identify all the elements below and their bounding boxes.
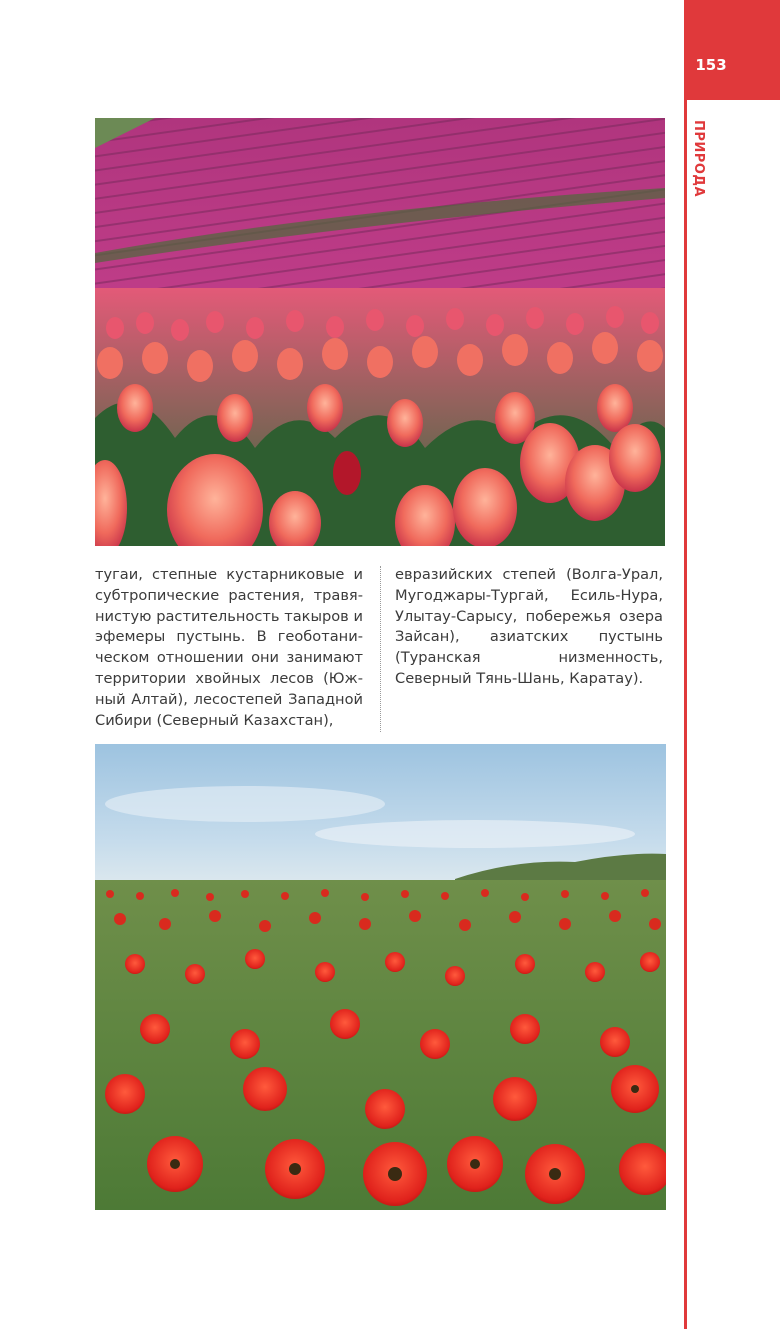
tulip-field-image bbox=[95, 118, 665, 546]
margin-rule bbox=[684, 100, 687, 1329]
text-column-left: тугаи, степные кустарниковые и субтропические растения, травянистую растительность такыров и эфемеры пустынь. В геоботаническом отношении они занимают территории хвойных лесов (Южный Алтай), лесостепей Западной Сибири (Северный Казахстан), bbox=[95, 566, 363, 729]
page-number: 153 bbox=[695, 56, 727, 74]
column-divider bbox=[380, 566, 381, 732]
section-title: ПРИРОДА bbox=[691, 120, 706, 198]
page-number-tab bbox=[684, 0, 780, 100]
tulip-field-photo bbox=[95, 118, 665, 546]
text-column-right: евразийских степей (Волга-Урал, Мугоджары-Тургай, Есиль-Нура, Улытау-Сарысу, побережья озера Зайсан), азиатских пустынь (Туранская низменность, Северный Тянь-Шань, Каратау). bbox=[395, 566, 663, 687]
section-label bbox=[686, 120, 706, 200]
poppy-field-photo bbox=[95, 744, 666, 1210]
poppy-field-image bbox=[95, 744, 666, 1210]
